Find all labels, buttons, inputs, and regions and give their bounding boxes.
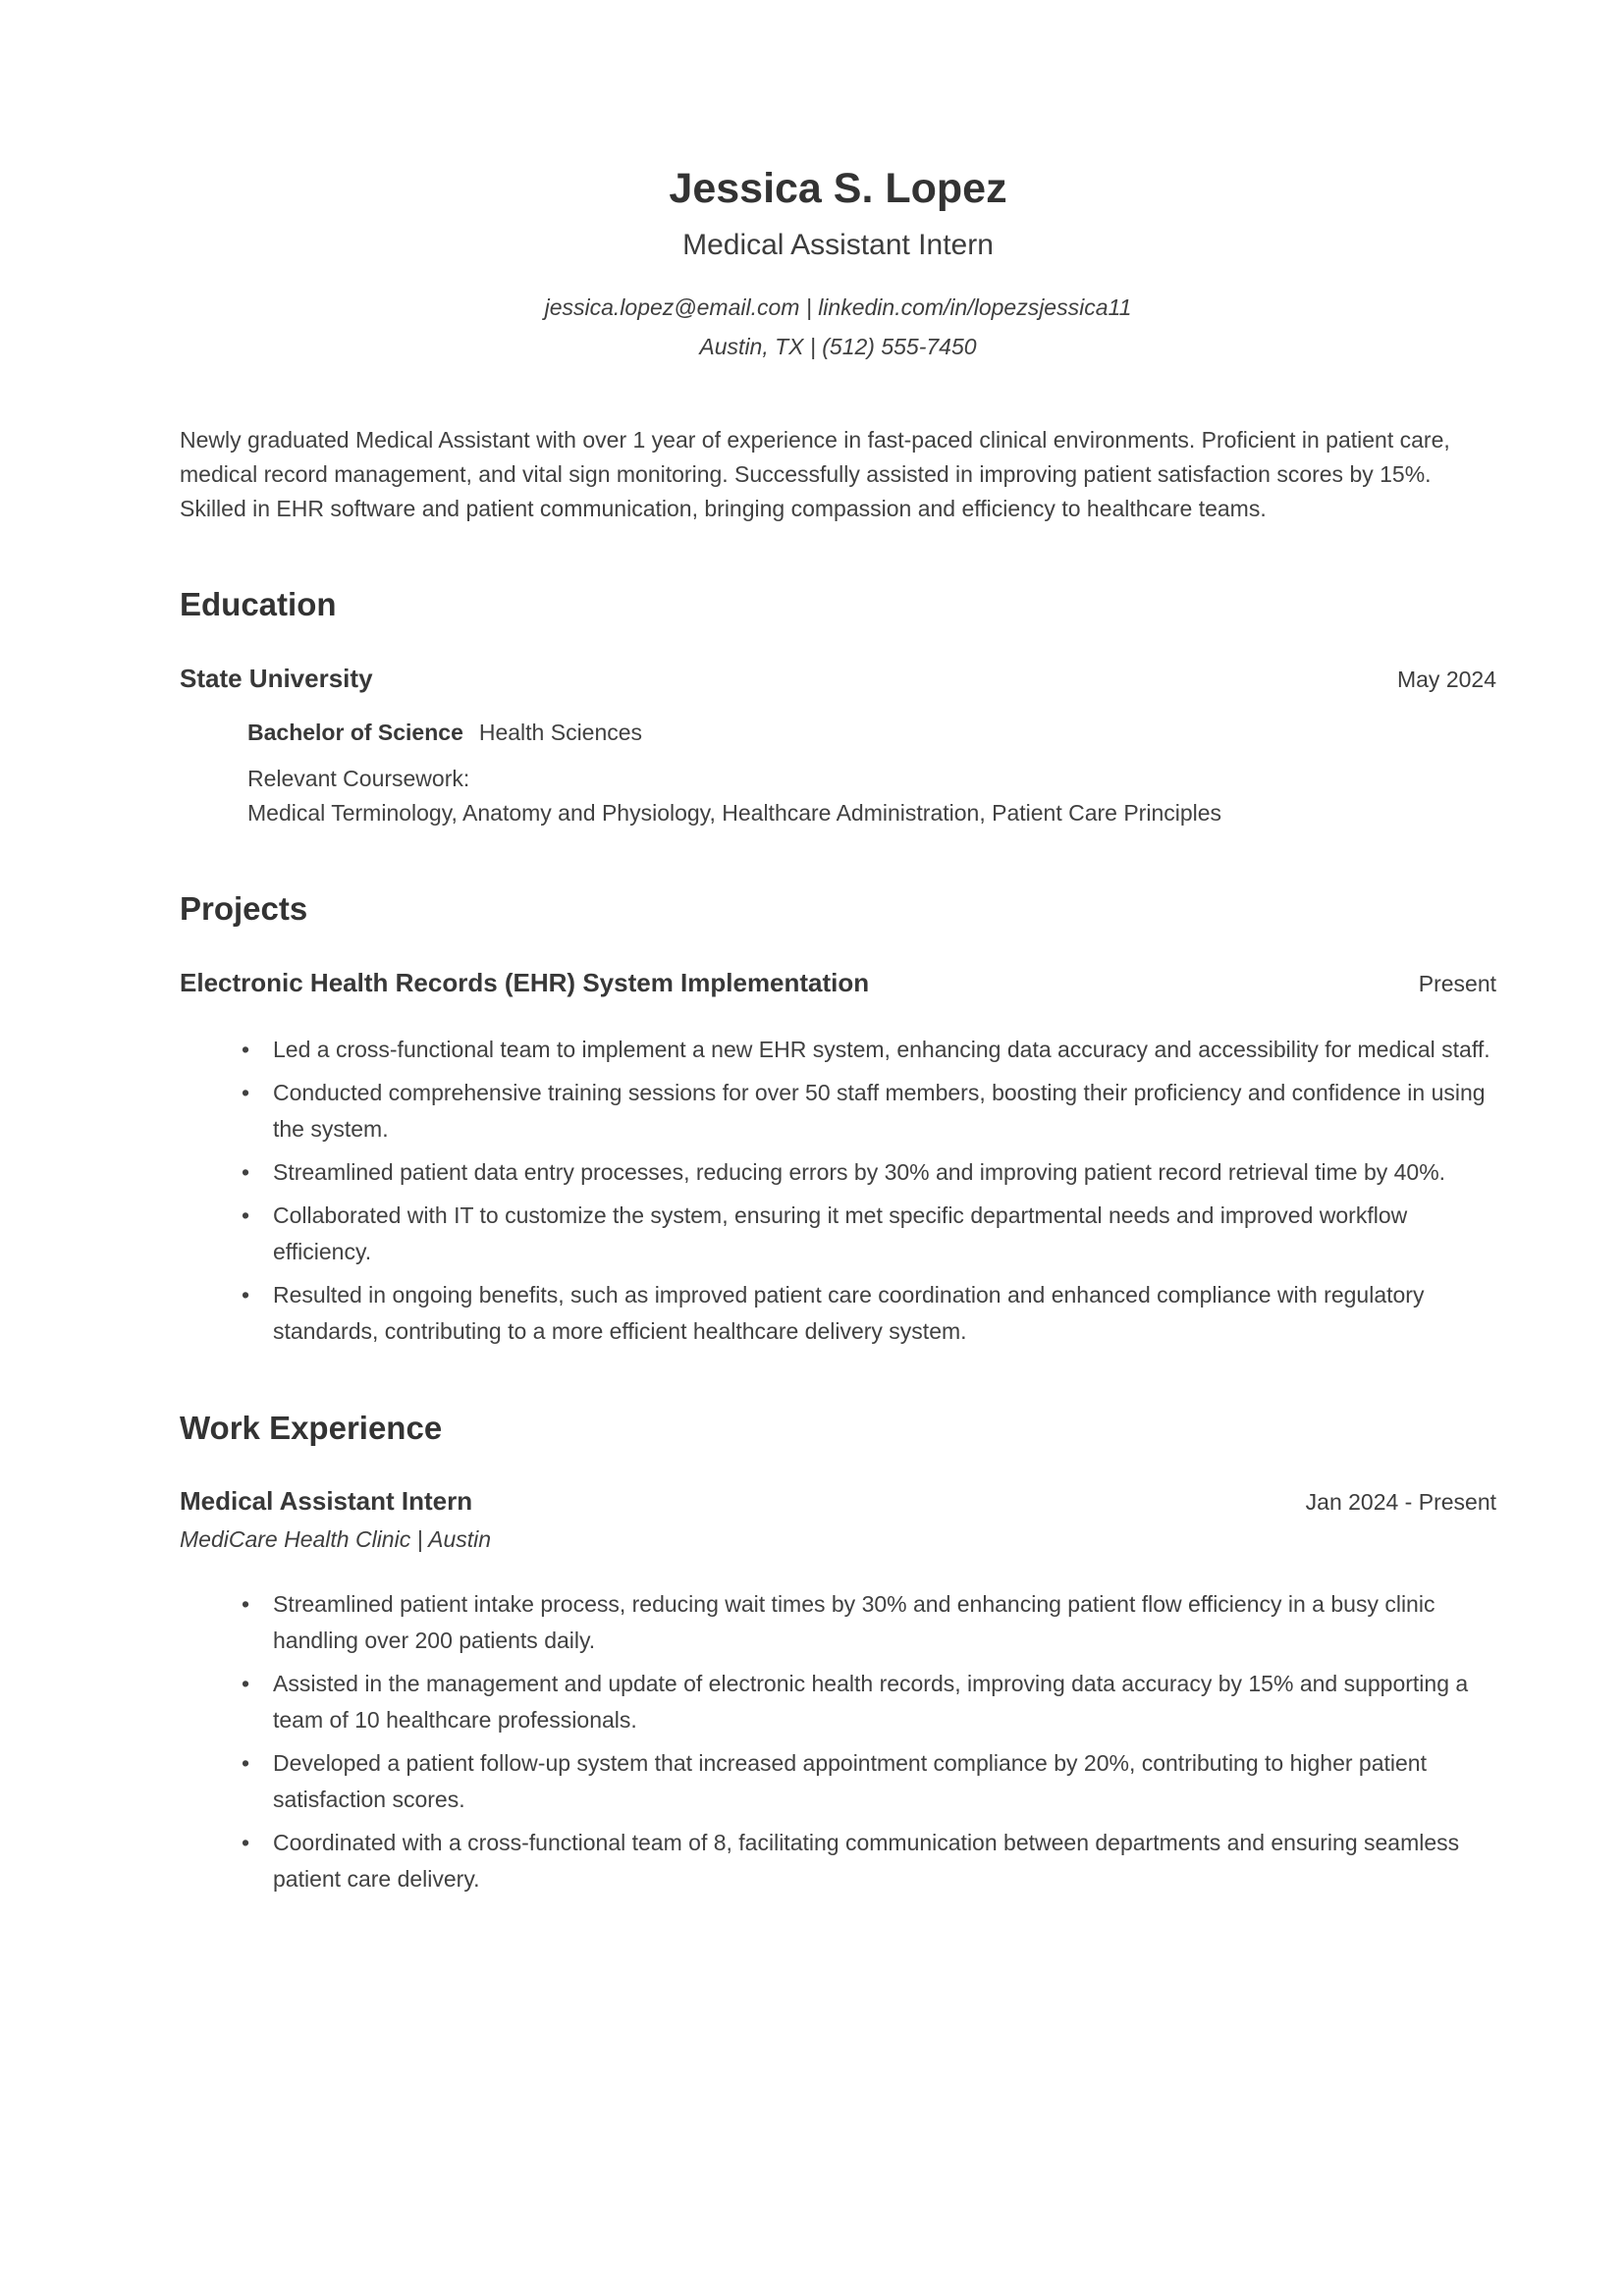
job-entry-row <box>180 1486 1496 1517</box>
project-title: Electronic Health Records (EHR) System Implementation <box>180 967 870 997</box>
work-bullet-item: • Developed a patient follow-up system that increased appointment compliance by 20%, contributing to higher patient satisfaction scores. <box>180 1745 1496 1818</box>
candidate-title: Medical Assistant Intern <box>682 229 994 262</box>
company-line: MediCare Health Clinic | Austin <box>180 1526 492 1553</box>
work-bullet-item: • Coordinated with a cross-functional team of 8, facilitating communication between departments and ensuring seamless patient care delivery. <box>180 1825 1496 1897</box>
education-entry-row <box>180 664 1496 694</box>
project-date: Present <box>1418 970 1496 996</box>
project-bullet-item: • Collaborated with IT to customize the system, ensuring it met specific departmental needs and improved workflow efficiency. <box>180 1198 1496 1270</box>
work-bullet-list <box>180 1586 1496 1897</box>
contact-line-email-linkedin: jessica.lopez@email.com | linkedin.com/in/lopezsjessica11 <box>544 294 1132 321</box>
contact-block <box>180 288 1496 366</box>
project-bullet-item: • Resulted in ongoing benefits, such as improved patient care coordination and enhanced compliance with regulatory standards, contributing to a more efficient healthcare delivery system. <box>180 1277 1496 1350</box>
project-bullet-item: • Conducted comprehensive training sessions for over 50 staff members, boosting their proficiency and confidence in using the system. <box>180 1075 1496 1148</box>
education-section <box>180 585 1496 830</box>
candidate-name: Jessica S. Lopez <box>669 165 1007 212</box>
education-details <box>247 716 1496 830</box>
work-experience-heading: Work Experience <box>180 1409 443 1446</box>
field-of-study: Health Sciences <box>478 720 643 746</box>
resume-header <box>180 165 1496 366</box>
degree-line <box>247 716 1496 750</box>
project-entry-row <box>180 968 1496 998</box>
coursework-label: Relevant Coursework: <box>247 766 470 792</box>
education-date: May 2024 <box>1396 667 1496 693</box>
project-bullet-list <box>180 1032 1496 1350</box>
education-heading: Education <box>180 586 337 623</box>
job-date: Jan 2024 - Present <box>1305 1489 1496 1516</box>
contact-line-location-phone: Austin, TX | (512) 555-7450 <box>699 334 977 360</box>
school-name: State University <box>180 664 373 694</box>
work-experience-section <box>180 1409 1496 1898</box>
work-bullet-item: • Streamlined patient intake process, reducing wait times by 30% and enhancing patient flow efficiency in a busy clinic handling over 200 patients daily. <box>180 1586 1496 1659</box>
projects-section <box>180 889 1496 1350</box>
coursework-list: Medical Terminology, Anatomy and Physiology, Healthcare Administration, Patient Care Principles <box>247 800 1222 827</box>
project-bullet-item: • Streamlined patient data entry processes, reducing errors by 30% and improving patient record retrieval time by 40%. <box>180 1154 1496 1191</box>
summary-paragraph: Newly graduated Medical Assistant with over 1 year of experience in fast-paced clinical environments. Proficient in patient care, medical record management, and vital sign monitoring. Successfully assisted in improving patient satisfaction scores by 15%. Skilled in EHR software and patient communication, bringing compassion and efficiency to healthcare teams. <box>180 427 1450 522</box>
job-title: Medical Assistant Intern <box>180 1486 473 1517</box>
degree-name: Bachelor of Science <box>247 720 463 746</box>
project-bullet-item: • Led a cross-functional team to implement a new EHR system, enhancing data accuracy and accessibility for medical staff. <box>180 1032 1496 1068</box>
projects-heading: Projects <box>180 890 308 928</box>
work-bullet-item: • Assisted in the management and update of electronic health records, improving data accuracy by 15% and supporting a team of 10 healthcare professionals. <box>180 1666 1496 1738</box>
